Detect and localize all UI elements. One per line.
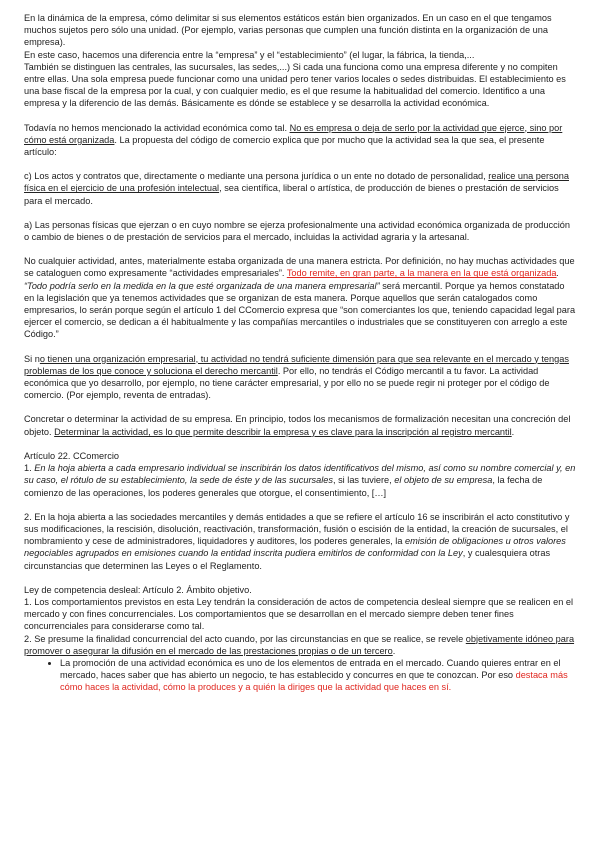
text: , sea científica, liberal o artística, de producción de bienes o prestación de servicios para el mercado. xyxy=(24,183,559,206)
text: . xyxy=(392,645,396,656)
text: 1. xyxy=(24,463,35,474)
text: , y cualesquiera otras circunstancias que determinen las Leyes o el Reglamento. xyxy=(24,548,551,571)
ley-item-1: 1. Los comportamientos previstos en esta Ley tendrán la consideración de actos de competencia desleal siempre que se realicen en el mercado y con fines concurrenciales. Los comportamientos que se desarrollan en el mercado siempre deben tener fines concurrenciales para considerarse como tal. xyxy=(24,596,574,632)
list-item xyxy=(60,657,577,694)
text: La promoción de una actividad económica es uno de los elementos de entrada en el mercado. Cuando quieres entrar en el mercado, haces saber que has abierto un negocio, te has establecido y concurres en que te conozcan. Por eso xyxy=(60,657,561,681)
text: , si las tuviere, xyxy=(332,475,395,486)
paragraph-actividad-economica xyxy=(24,122,577,159)
text: , la fecha de comienzo de las operaciones, los poderes generales que otorgue, el consentimiento, […] xyxy=(24,475,543,498)
text: Concretar o determinar la actividad de su empresa. En principio, todos los mecanismos de formalización necesitan una concreción del objeto. xyxy=(24,414,571,437)
paragraph-quote-a: a) Las personas físicas que ejerzan o en cuyo nombre se ejerza profesionalmente una actividad económica organizada de producción o cambio de bienes o de prestación de servicios para el mercado, incluidas la actividad agraria y la artesanal. xyxy=(24,219,570,243)
italic-text: el objeto de su empresa xyxy=(394,475,493,486)
article-22-title: Artículo 22. CComercio xyxy=(24,450,119,461)
underlined-text: realice una persona física en el ejercicio de una profesión intelectual xyxy=(24,171,569,194)
ley-item-2 xyxy=(24,633,577,657)
text: 2. Se presume la finalidad concurrencial del acto cuando, por las circunstancias en que se realice, se revele xyxy=(24,633,466,644)
text: . Por ello, no tendrás el Código mercantil a tu favor. La actividad económica que yo desarrollo, por ejemplo, no tiene carácter empresarial, y por ello no se puede regir ni proteger por el código de comercio. (Por ejemplo, reventa de entradas). xyxy=(24,365,550,401)
text: En la dinámica de la empresa, cómo delimitar si sus elementos estáticos están bien organizados. En un caso en el que tengamos muchos sujetos pero sólo una unidad. (Por ejemplo, varias personas que cumplen una función distinta en la organización de una empresa). xyxy=(24,13,552,48)
underlined-text: Determinar la actividad, es lo que permite describir la empresa y es clave para la inscripción al registro mercantil xyxy=(54,426,512,437)
text: c) Los actos y contratos que, directamente o mediante una persona jurídica o un ente no dotado de personalidad, xyxy=(24,171,489,182)
italic-text: emisión de obligaciones u otros valores negociables agrupados en emisiones cuando la entidad inscrita pudiera emitirlos de conformidad con la Ley xyxy=(24,536,566,559)
text: 2. En la hoja abierta a las sociedades mercantiles y demás entidades a que se refiere el artículo 16 se inscribirán el acto constitutivo y sus modificaciones, la rescisión, disolución, reactivación, transformación, fusión o escisión de la entidad, la creación de sucursales, el nombramiento y cese de administradores, liquidadores y auditores, los poderes generales, la xyxy=(24,511,570,547)
italic-text: En la hoja abierta a cada empresario individual se inscribirán los datos identificativos del mismo, así como su nombre comercial y, en su caso, el rótulo de su establecimiento, la sede de éste y de las sucursales xyxy=(24,463,576,486)
highlight-text: Todo remite, en gran parte, a la manera en la que está organizada xyxy=(286,268,557,279)
paragraph-organizacion xyxy=(24,255,577,340)
italic-text: . “Todo podría serlo en la medida en la que esté organizada de una manera empresarial” xyxy=(24,268,560,291)
article-22-item-2 xyxy=(24,511,577,572)
underlined-text: objetivamente idóneo para promover o asegurar la difusión en el mercado de las prestaciones propias o de un tercero xyxy=(24,633,575,656)
text: . La propuesta del código de comercio explica que por mucho que la actividad sea la que sea, el presente artículo: xyxy=(24,134,545,158)
text: Todavía no hemos mencionado la actividad económica como tal. xyxy=(24,122,290,133)
underlined-text: o tienen una organización empresarial, tu actividad no tendrá suficiente dimensión para que sea relevante en el mercado y tengas problemas de los que conoce y soluciona el derecho mercantil xyxy=(24,353,569,376)
highlight-text: destaca más cómo haces la actividad, cómo la produces y a quién la diriges que la actividad que haces en sí. xyxy=(60,670,568,693)
paragraph-sin-organizacion xyxy=(24,353,577,402)
ley-competencia-title: Ley de competencia desleal: Artículo 2. Ámbito objetivo. xyxy=(24,584,252,595)
bullet-list xyxy=(24,657,577,694)
article-22-item-1 xyxy=(24,462,577,499)
text: . xyxy=(511,426,515,437)
text: No cualquier actividad, antes, materialmente estaba organizada de una manera estricta. Por definición, no hay muchas actividades que se cataloguen como expresamente “actividades empresariales”. xyxy=(24,256,575,279)
text: También se distinguen las centrales, las sucursales, las sedes,...) Si cada una funciona como una empresa diferente y no compiten entre ellas. Una sola empresa puede funcionar como una unidad pero tener varios locales o sedes distribuidas. El establecimiento es una base fiscal de la empresa por la cual, y con cualquier medio, es el que resume la habitualidad del comercio. Identifico a una empresa y la diferencio de las demás. Básicamente es dónde se establece y se desarrolla la actividad económica. xyxy=(24,61,566,109)
paragraph-empresa-establecimiento xyxy=(24,12,577,110)
text: será mercantil. Porque ya hemos constatado en la legislación que ya tenemos actividades que se organizan de esta manera. Porque aquellos que serán catalogados como empresarios, lo serán porque según el artículo 1 del CComercio expresa que “son comerciantes los que, teniendo capacidad legal para ejercer el comercio, se dedican a él habitualmente y las compañías mercantiles o industriales que se constituyeren con arreglo a este Código.” xyxy=(24,280,576,340)
text: Si n xyxy=(24,353,40,364)
paragraph-quote-c xyxy=(24,170,577,207)
document-page xyxy=(24,12,577,694)
text: En este caso, hacemos una diferencia entre la “empresa” y el “establecimiento” (el lugar, la fábrica, la tienda,... xyxy=(24,49,475,60)
underlined-text: No es empresa o deja de serlo por la actividad que ejerce, sino por cómo está organizada xyxy=(24,122,563,145)
paragraph-concretar xyxy=(24,413,577,437)
